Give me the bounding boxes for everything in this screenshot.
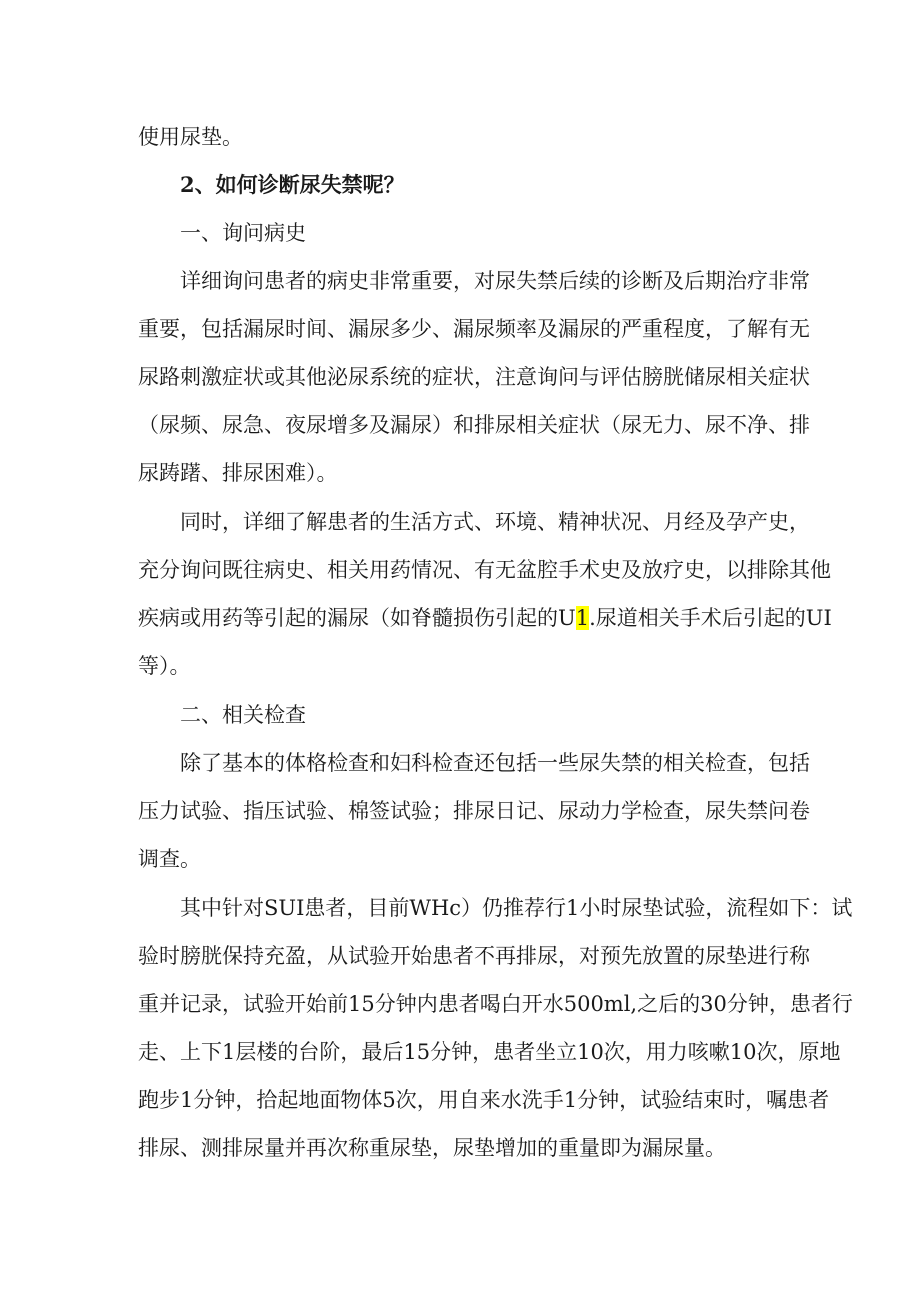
text-segment: 疾病或用药等引起的漏尿（如脊髓损伤引起的U	[138, 606, 576, 630]
text-line: 走、上下1层楼的台阶，最后15分钟，患者坐立10次，用力咳嗽10次，原地	[138, 1040, 841, 1064]
section-heading: 2、如何诊断尿失禁呢？	[180, 172, 405, 197]
text-line: 重要，包括漏尿时间、漏尿多少、漏尿频率及漏尿的严重程度，了解有无	[138, 317, 810, 341]
text-line: 详细询问患者的病史非常重要，对尿失禁后续的诊断及后期治疗非常	[180, 269, 810, 293]
text-line: 跑步1分钟，拾起地面物体5次，用自来水洗手1分钟，试验结束时，嘱患者	[138, 1088, 830, 1112]
subsection-title: 一、询问病史	[180, 221, 306, 245]
text-line: 同时，详细了解患者的生活方式、环境、精神状况、月经及孕产史，	[180, 510, 810, 534]
text-line: （尿频、尿急、夜尿增多及漏尿）和排尿相关症状（尿无力、尿不净、排	[138, 413, 810, 437]
text-line: 其中针对SUI患者，目前WHc）仍推荐行1小时尿垫试验，流程如下：试	[180, 896, 853, 920]
text-line: 除了基本的体格检查和妇科检查还包括一些尿失禁的相关检查，包括	[180, 751, 810, 775]
subsection-title: 二、相关检查	[180, 703, 306, 727]
highlighted-text: 1	[575, 606, 590, 630]
text-line: 尿踌躇、排尿困难）。	[138, 461, 338, 485]
text-line: 充分询问既往病史、相关用药情况、有无盆腔手术史及放疗史，以排除其他	[138, 558, 831, 582]
text-line	[138, 603, 832, 633]
text-segment: .尿道相关手术后引起的UI	[589, 606, 832, 630]
text-line: 使用尿垫。	[138, 125, 243, 149]
text-line: 排尿、测排尿量并再次称重尿垫，尿垫增加的重量即为漏尿量。	[138, 1136, 726, 1160]
text-line: 验时膀胱保持充盈，从试验开始患者不再排尿，对预先放置的尿垫进行称	[138, 944, 810, 968]
text-line: 压力试验、指压试验、棉签试验；排尿日记、尿动力学检查，尿失禁问卷	[138, 799, 810, 823]
text-line: 尿路刺激症状或其他泌尿系统的症状，注意询问与评估膀胱储尿相关症状	[138, 365, 810, 389]
text-line: 等）。	[138, 654, 191, 678]
text-line: 重并记录，试验开始前15分钟内患者喝白开水500ml,之后的30分钟，患者行	[138, 992, 853, 1016]
text-line: 调查。	[138, 847, 201, 871]
